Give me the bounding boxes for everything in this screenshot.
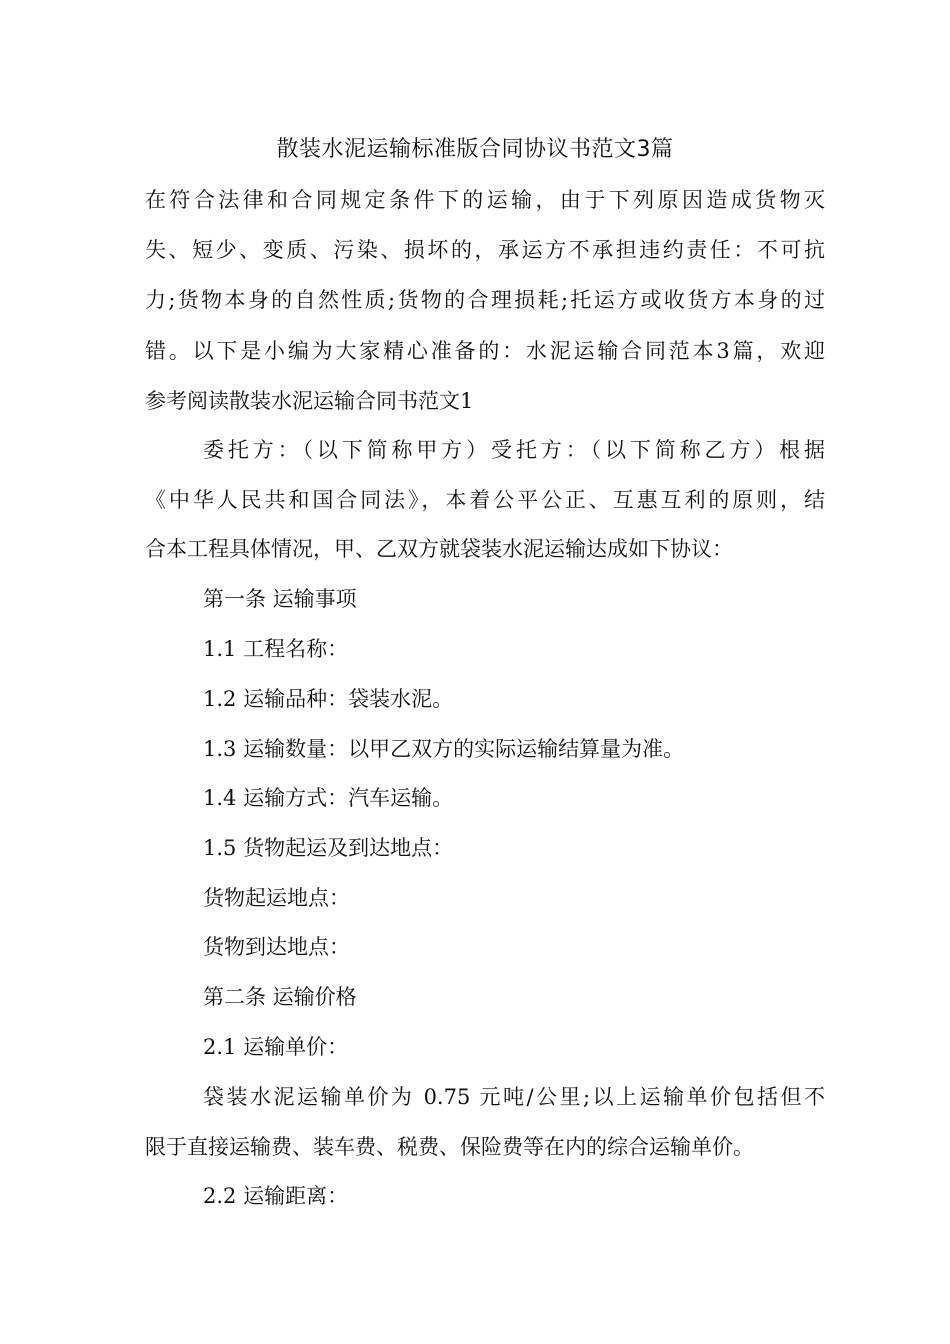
- item-1-2: 1.2 运输品种：袋装水泥。: [203, 687, 454, 711]
- origin-line: 货物起运地点：: [203, 886, 350, 910]
- price-line-1: 袋装水泥运输单价为 0.75 元吨/公里;以上运输单价包括但不: [203, 1085, 825, 1109]
- destination-line: 货物到达地点：: [203, 935, 350, 959]
- intro-line-1: 在符合法律和合同规定条件下的运输，由于下列原因造成货物灭: [145, 188, 825, 212]
- intro-line-4: 错。以下是小编为大家精心准备的：水泥运输合同范本3篇，欢迎: [145, 339, 825, 363]
- item-1-1: 1.1 工程名称：: [203, 637, 349, 661]
- item-2-2: 2.2 运输距离：: [203, 1184, 349, 1208]
- party-line-3: 合本工程具体情况，甲、乙双方就袋装水泥运输达成如下协议：: [145, 537, 733, 561]
- price-line-2: 限于直接运输费、装车费、税费、保险费等在内的综合运输单价。: [145, 1135, 754, 1159]
- party-line-1: 委托方：（以下简称甲方）受托方：（以下简称乙方）根据: [203, 438, 825, 462]
- item-2-1: 2.1 运输单价：: [203, 1035, 349, 1059]
- party-line-2: 《中华人民共和国合同法》，本着公平公正、互惠互利的原则，结: [145, 488, 825, 512]
- item-1-3: 1.3 运输数量：以甲乙双方的实际运输结算量为准。: [203, 737, 685, 761]
- document-title: 散装水泥运输标准版合同协议书范文3篇: [276, 137, 674, 162]
- article-2-heading: 第二条 运输价格: [203, 985, 357, 1009]
- item-1-5: 1.5 货物起运及到达地点：: [203, 836, 454, 860]
- item-1-4: 1.4 运输方式：汽车运输。: [203, 786, 454, 810]
- article-1-heading: 第一条 运输事项: [203, 587, 357, 611]
- intro-line-3: 力;货物本身的自然性质;货物的合理损耗;托运方或收货方本身的过: [145, 288, 825, 312]
- intro-line-5: 参考阅读散装水泥运输合同书范文1: [145, 389, 474, 413]
- intro-line-2: 失、短少、变质、污染、损坏的，承运方不承担违约责任：不可抗: [145, 238, 825, 262]
